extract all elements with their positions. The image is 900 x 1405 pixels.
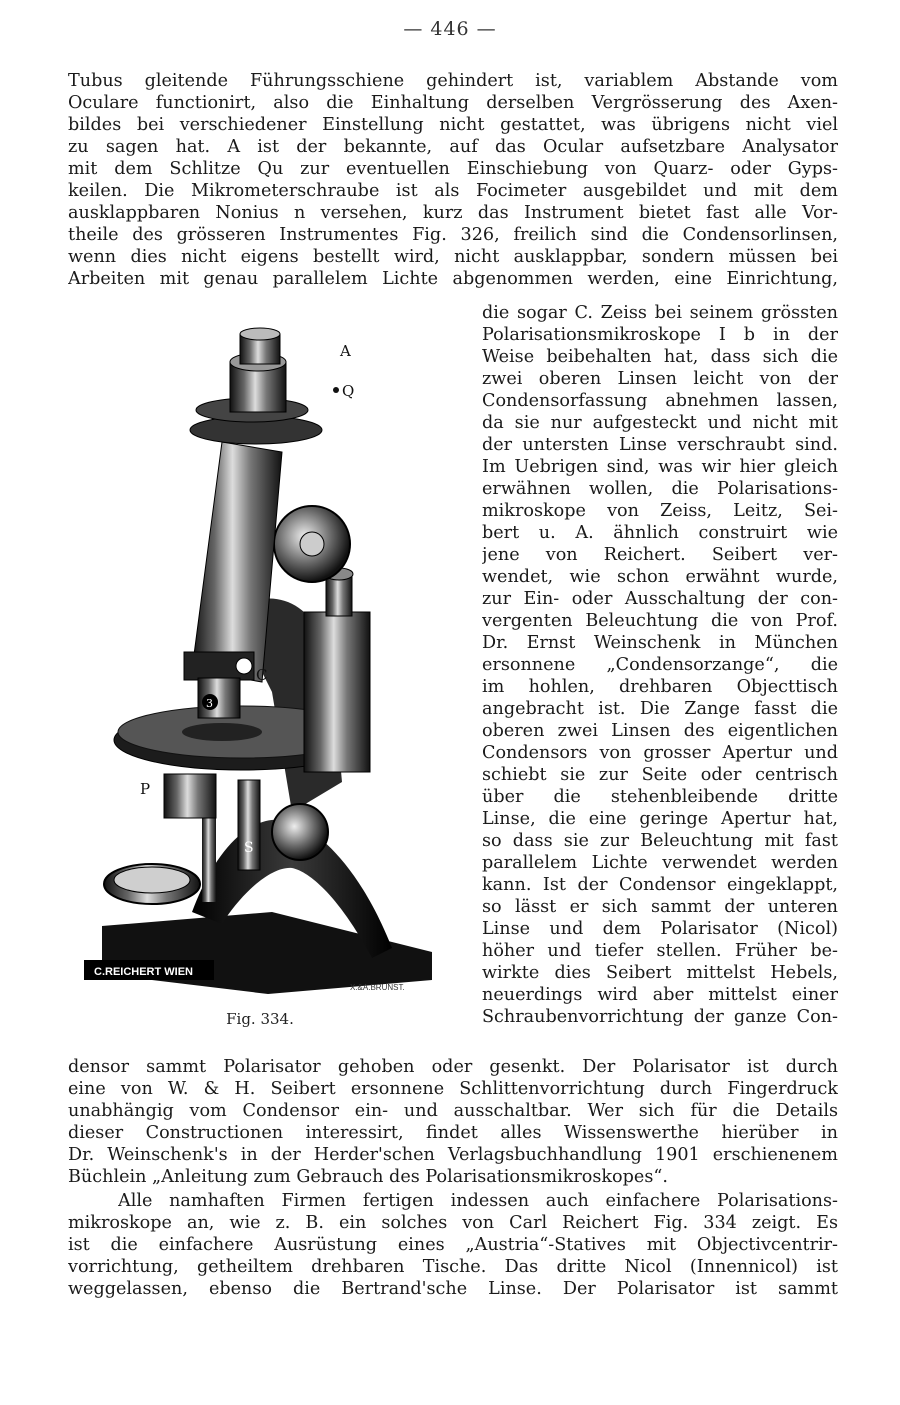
text-line: Condensors von grosser Apertur und	[482, 743, 838, 763]
microscope-engraving	[72, 312, 448, 1008]
microscope-figure	[72, 312, 448, 1008]
maker-plate-text: C.REICHERT WIEN	[94, 966, 193, 978]
text-line: Im Uebrigen sind, was wir hier gleich	[482, 457, 838, 477]
coarse-focus-knob-shape	[272, 804, 328, 860]
page-number: — 446 —	[403, 18, 497, 40]
text-line: schiebt sie zur Seite oder centrisch	[482, 765, 838, 785]
text-line: Tubus gleitende Führungsschiene gehindert ist, variablem Abstande vom	[68, 71, 838, 91]
figure-caption: Fig. 334.	[226, 1010, 294, 1028]
label-p: P	[140, 780, 151, 798]
text-line: parallelem Lichte verwendet werden	[482, 853, 838, 873]
text-line: zwei oberen Linsen leicht von der	[482, 369, 838, 389]
text-line: Weise beibehalten hat, dass sich die	[482, 347, 838, 367]
text-line: so dass sie zur Beleuchtung mit fast	[482, 831, 838, 851]
text-line: oberen zwei Linsen des eigentlichen	[482, 721, 838, 741]
label-a: A	[340, 342, 351, 360]
text-line: jene von Reichert. Seibert ver-	[482, 545, 838, 565]
text-line: über die stehenbleibende dritte	[482, 787, 838, 807]
text-line: Polarisationsmikroskope I b in der	[482, 325, 838, 345]
text-line: Schraubenvorrichtung der ganze Con-	[482, 1007, 838, 1027]
text-line: bert u. A. ähnlich construirt wie	[482, 523, 838, 543]
text-line: zur Ein- oder Ausschaltung der con-	[482, 589, 838, 609]
text-line: ausklappbaren Nonius n versehen, kurz das Instrument bietet fast alle Vor-	[68, 203, 838, 223]
label-3: 3	[206, 697, 213, 710]
text-line: mit dem Schlitze Qu zur eventuellen Einschiebung von Quarz- oder Gyps-	[68, 159, 838, 179]
centring-screw-shape	[236, 658, 252, 674]
quartz-slot-dot	[333, 387, 339, 393]
text-line: Linse, die eine geringe Apertur hat,	[482, 809, 838, 829]
text-line: vergenten Beleuchtung die von Prof.	[482, 611, 838, 631]
text-line: mikroskope an, wie z. B. ein solches von Carl Reichert Fig. 334 zeigt. Es	[68, 1213, 838, 1233]
text-line: so lässt er sich sammt der unteren	[482, 897, 838, 917]
label-s: S	[244, 840, 254, 856]
text-line: keilen. Die Mikrometerschraube ist als Focimeter ausgebildet und mit dem	[68, 181, 838, 201]
text-line: densor sammt Polarisator gehoben oder gesenkt. Der Polarisator ist durch	[68, 1057, 838, 1077]
text-line: weggelassen, ebenso die Bertrand'sche Linse. Der Polarisator ist sammt	[68, 1279, 838, 1299]
text-line: neuerdings wird aber mittelst einer	[482, 985, 838, 1005]
text-line: der untersten Linse verschraubt sind.	[482, 435, 838, 455]
text-line: vorrichtung, getheiltem drehbaren Tische. Das dritte Nicol (Innennicol) ist	[68, 1257, 838, 1277]
text-line: mikroskope von Zeiss, Leitz, Sei-	[482, 501, 838, 521]
text-line: Dr. Weinschenk's in der Herder'schen Verlagsbuchhandlung 1901 erschienenem	[68, 1145, 838, 1165]
text-line: im hohlen, drehbaren Objecttisch	[482, 677, 838, 697]
mirror-glass-shape	[114, 867, 190, 893]
text-line: unabhängig vom Condensor ein- und ausschaltbar. Wer sich für die Details	[68, 1101, 838, 1121]
base-plate-shape	[102, 912, 432, 994]
text-line: eine von W. & H. Seibert ersonnene Schlittenvorrichtung durch Fingerdruck	[68, 1079, 838, 1099]
text-line: Condensorfassung abnehmen lassen,	[482, 391, 838, 411]
text-line: wenn dies nicht eigens bestellt wird, nicht ausklappbar, sondern müssen bei	[68, 247, 838, 267]
ocular-lens-shape	[240, 328, 280, 340]
pillar-tube-shape	[304, 612, 370, 772]
text-line: erwähnen wollen, die Polarisations-	[482, 479, 838, 499]
text-line: kann. Ist der Condensor eingeklappt,	[482, 875, 838, 895]
stage-aperture-shape	[182, 723, 262, 741]
polarizer-shape	[164, 774, 216, 818]
text-line: ist die einfachere Ausrüstung eines „Austria“-Statives mit Objectivcentrir-	[68, 1235, 838, 1255]
text-line: höher und tiefer stellen. Früher be-	[482, 941, 838, 961]
text-line: zu sagen hat. A ist der bekannte, auf das Ocular aufsetzbare Analysator	[68, 137, 838, 157]
text-line: die sogar C. Zeiss bei seinem grössten	[482, 303, 838, 323]
text-line: wendet, wie schon erwähnt wurde,	[482, 567, 838, 587]
mirror-arm-shape	[202, 812, 216, 902]
label-q: Q	[342, 382, 355, 400]
label-c: C	[256, 666, 268, 684]
text-line: Alle namhaften Firmen fertigen indessen auch einfachere Polarisations-	[118, 1191, 838, 1211]
text-line: Büchlein „Anleitung zum Gebrauch des Polarisationsmikroskopes“.	[68, 1167, 668, 1187]
text-line: dieser Constructionen interessirt, findet alles Wissenswerthe hierüber in	[68, 1123, 838, 1143]
engraver-signature: X.&A.BRUNST.	[350, 983, 405, 992]
text-line: angebracht ist. Die Zange fasst die	[482, 699, 838, 719]
text-line: bildes bei verschiedener Einstellung nicht gestattet, was übrigens nicht viel	[68, 115, 838, 135]
condenser-screw-shape	[238, 780, 260, 870]
text-line: Oculare functionirt, also die Einhaltung derselben Vergrösserung des Axen-	[68, 93, 838, 113]
text-line: da sie nur aufgesteckt und nicht mit	[482, 413, 838, 433]
text-line: Arbeiten mit genau parallelem Lichte abgenommen werden, eine Einrichtung,	[68, 269, 838, 289]
text-line: ersonnene „Condensorzange“, die	[482, 655, 838, 675]
text-line: theile des grösseren Instrumentes Fig. 326, freilich sind die Condensorlinsen,	[68, 225, 838, 245]
text-line: wirkte dies Seibert mittelst Hebels,	[482, 963, 838, 983]
text-line: Linse und dem Polarisator (Nicol)	[482, 919, 838, 939]
text-line: Dr. Ernst Weinschenk in München	[482, 633, 838, 653]
focus-wheel-hub-shape	[300, 532, 324, 556]
